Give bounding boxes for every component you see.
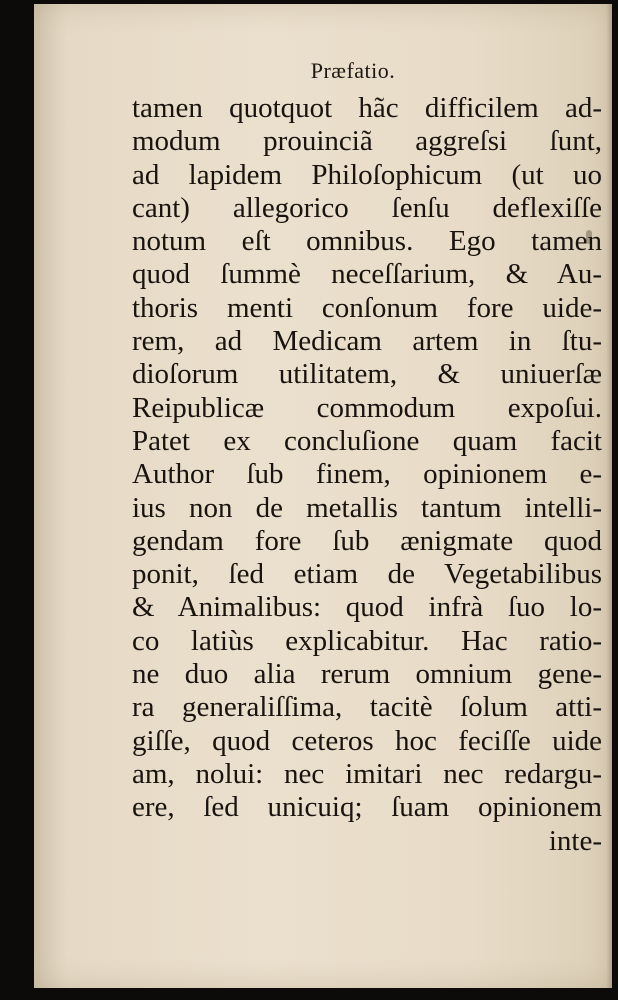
text-line: Reipublicæ commodum expoſui. [132,391,602,424]
text-line: modum prouinciã aggreſsi ſunt, [132,125,602,158]
text-line: thoris menti conſonum fore uide- [132,291,602,324]
text-line: & Animalibus: quod infrà ſuo lo- [132,591,602,624]
running-head: Præfatio. [310,58,396,83]
text-line: ne duo alia rerum omnium gene- [132,658,602,691]
text-line: quod ſummè neceſſarium, & Au- [132,258,602,291]
text-line: giſſe, quod ceteros hoc feciſſe uide [132,724,602,757]
text-line: ius non de metallis tantum intelli- [132,491,602,524]
text-line: Patet ex concluſione quam facit [132,424,602,457]
text-line: ad lapidem Philoſophicum (ut uo [132,158,602,191]
text-line: co latiùs explicabitur. Hac ratio- [132,624,602,657]
text-line: dioſorum utilitatem, & uniuerſæ [132,358,602,391]
text-line: notum eſt omnibus. Ego tamen [132,225,602,258]
text-line: ere, ſed unicuiq; ſuam opinionem [132,791,602,824]
text-line: Author ſub finem, opinionem e- [132,458,602,491]
text-line: ponit, ſed etiam de Vegetabilibus [132,558,602,591]
text-line: gendam fore ſub ænigmate quod [132,524,602,557]
catchword: inte- [548,824,602,857]
text-line: tamen quotquot hãc difficilem ad- [132,92,602,124]
paper-page [34,4,612,988]
text-line: cant) allegorico ſenſu deflexiſſe [132,191,602,224]
body-text [132,92,602,858]
text-line: ra generaliſſima, tacitè ſolum atti- [132,691,602,724]
text-line: rem, ad Medicam artem in ſtu- [132,325,602,358]
text-line: am, nolui: nec imitari nec redargu- [132,757,602,790]
